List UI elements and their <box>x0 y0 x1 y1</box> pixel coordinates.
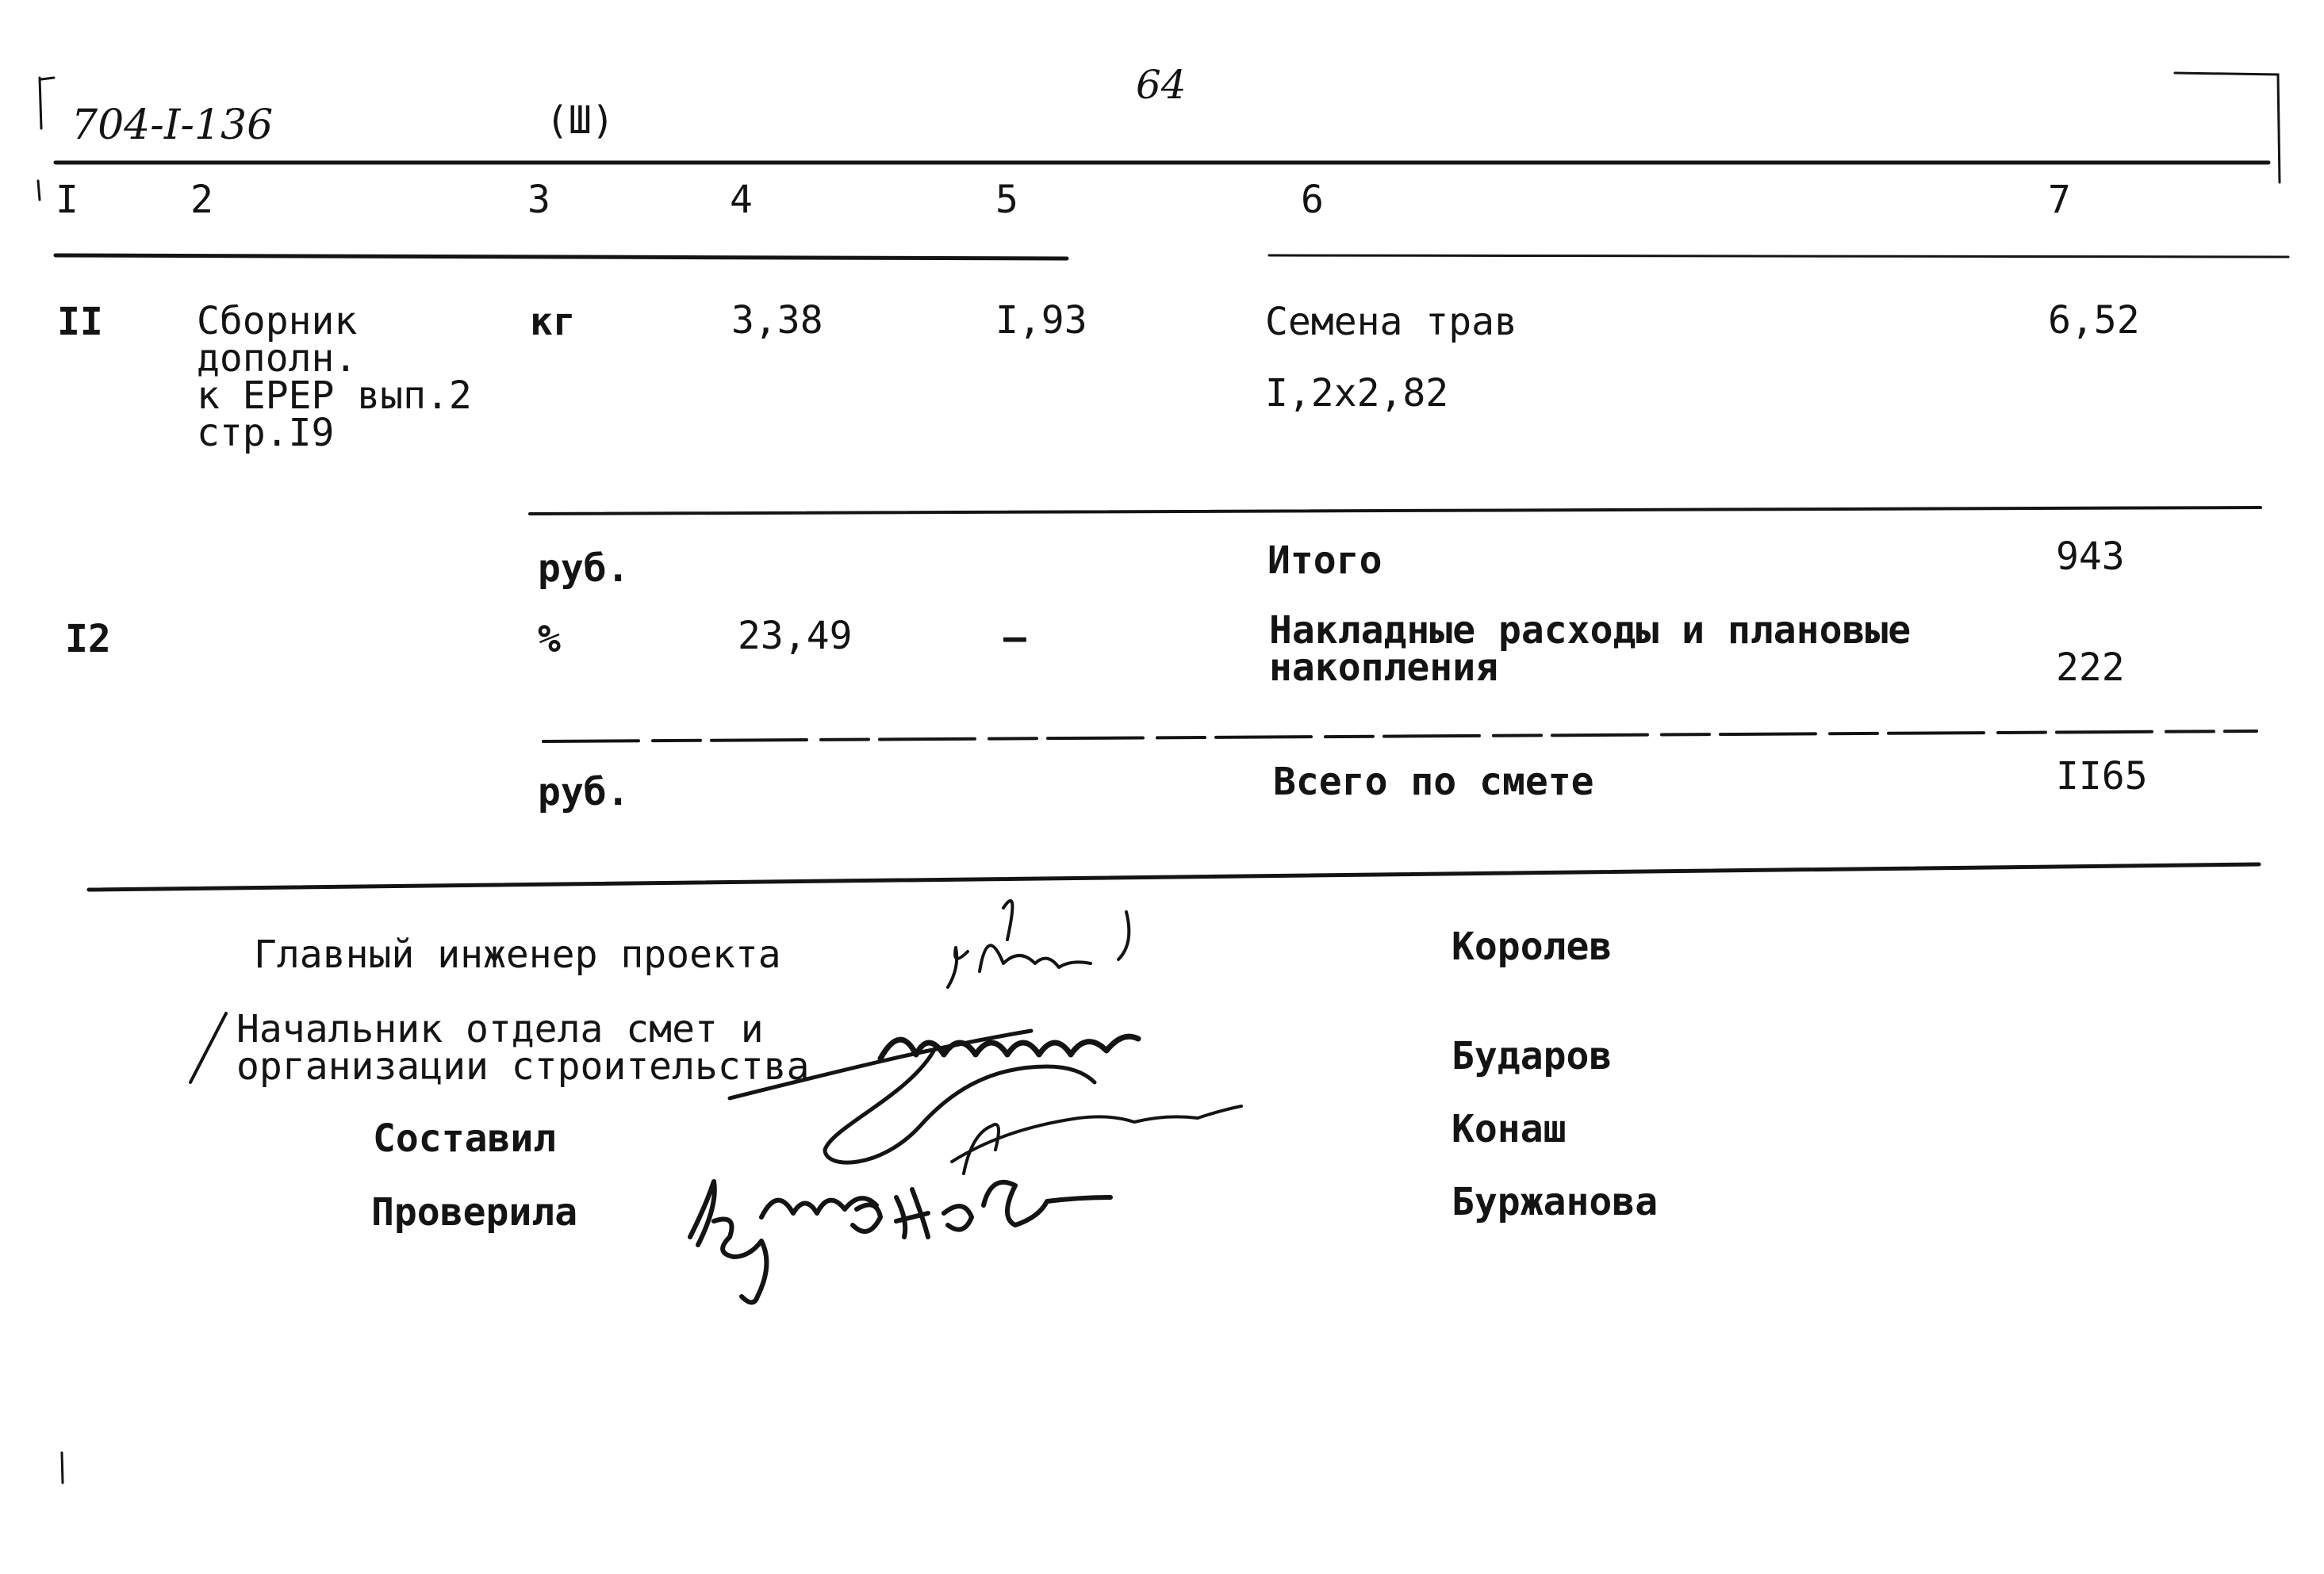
overhead-total: 222 <box>2056 645 2125 690</box>
signatory-title: Составил <box>373 1116 557 1161</box>
column-header-1: I <box>56 178 79 222</box>
item-formula: I,2х2,82 <box>1265 371 1449 416</box>
subtotal-label: Итого <box>1267 538 1383 583</box>
unit: % <box>538 617 561 661</box>
unit: руб. <box>538 546 630 591</box>
unit: кг <box>530 300 576 344</box>
rate-value: I,93 <box>995 298 1087 343</box>
grand-total-label: Всего по смете <box>1273 760 1594 804</box>
column-header-6: 6 <box>1301 178 1324 222</box>
row-number: II <box>57 300 103 344</box>
overhead-description: Накладные расходы и плановые накопления <box>1269 608 1912 691</box>
volume-number: (Ш) <box>546 98 615 143</box>
column-header-2: 2 <box>190 178 213 222</box>
overhead-percent: 23,49 <box>738 614 853 658</box>
quantity-value: 3,38 <box>731 298 823 343</box>
signatory-title: Начальник отдела смет и организации строительства <box>236 1007 810 1090</box>
signatory-name: Конаш <box>1452 1107 1567 1151</box>
signatory-title: Главный инженер проекта <box>254 933 781 977</box>
grand-total-value: II65 <box>2056 754 2148 798</box>
column-header-4: 4 <box>730 178 753 222</box>
item-total: 6,52 <box>2048 298 2140 343</box>
subtotal-value: 943 <box>2056 534 2125 579</box>
page-number: 64 <box>1136 62 1187 108</box>
signatory-name: Королев <box>1452 925 1613 969</box>
signatory-title: Проверила <box>371 1190 578 1235</box>
column-header-5: 5 <box>995 178 1018 222</box>
document-number: 704-I-136 <box>71 101 274 149</box>
row-number: I2 <box>65 617 111 661</box>
column-header-7: 7 <box>2048 178 2071 222</box>
unit: руб. <box>538 770 630 814</box>
signatory-name: Буржанова <box>1452 1180 1659 1224</box>
signatory-name: Бударов <box>1452 1034 1613 1078</box>
item-description: Семена трав <box>1265 300 1517 344</box>
source-reference: Сборник дополн. к ЕРЕР вып.2 стр.I9 <box>197 299 472 456</box>
column-header-3: 3 <box>527 178 550 222</box>
overhead-rate: – <box>1003 615 1026 660</box>
